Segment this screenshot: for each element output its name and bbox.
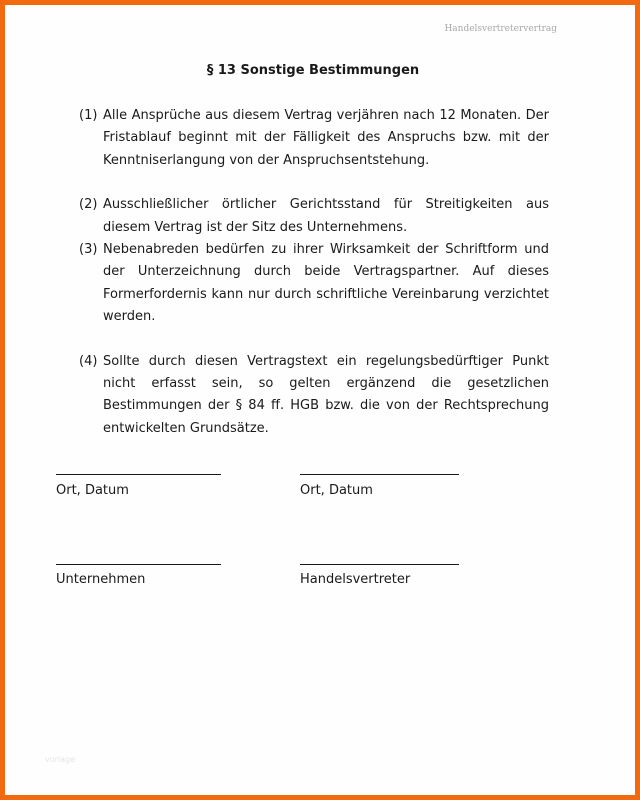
signature-label-date-right: Ort, Datum — [300, 483, 373, 498]
clause-list — [79, 105, 549, 440]
clause-3 — [79, 239, 549, 329]
signature-label-date-left: Ort, Datum — [56, 483, 129, 498]
clause-2 — [79, 194, 549, 239]
clause-number: (4) — [79, 353, 98, 369]
running-header: Handelsvertretervertrag — [444, 24, 557, 34]
clause-number: (1) — [79, 108, 98, 123]
clause-1 — [79, 105, 549, 172]
signature-label-company: Unternehmen — [56, 572, 146, 587]
signature-line-date-left — [56, 474, 221, 475]
clause-number: (3) — [79, 242, 98, 258]
section-title: § 13 Sonstige Bestimmungen — [206, 63, 420, 78]
clause-text: Nebenabreden bedürfen zu ihrer Wirksamkeit der Schriftform und der Unterzeichnung durch beide Vertragspartner. Auf dieses Formerfordernis kann nur durch schriftliche Vereinbarung verzichtet werden. — [103, 242, 549, 325]
clause-text: Ausschließlicher örtlicher Gerichtsstand für Streitigkeiten aus diesem Vertrag ist der Sitz des Unternehmens. — [103, 197, 549, 235]
clause-text: Alle Ansprüche aus diesem Vertrag verjähren nach 12 Monaten. Der Fristablauf beginnt mit der Fälligkeit des Anspruchs bzw. mit der Kenntniserlangung von der Anspruchsentstehung. — [103, 108, 549, 168]
signature-line-company — [56, 564, 221, 565]
signature-line-date-right — [300, 474, 459, 475]
signature-label-agent: Handelsvertreter — [300, 572, 411, 587]
clause-number: (2) — [79, 197, 98, 213]
clause-4 — [79, 351, 549, 441]
clause-text: Sollte durch diesen Vertragstext ein regelungsbedürftiger Punkt nicht erfasst sein, so gelten ergänzend die gesetzlichen Bestimmungen der § 84 ff. HGB bzw. die von der Rechtsprechung entwickelten Grundsätze. — [103, 353, 549, 436]
signature-line-agent — [300, 564, 459, 565]
footer-watermark: vorlage — [45, 755, 76, 764]
